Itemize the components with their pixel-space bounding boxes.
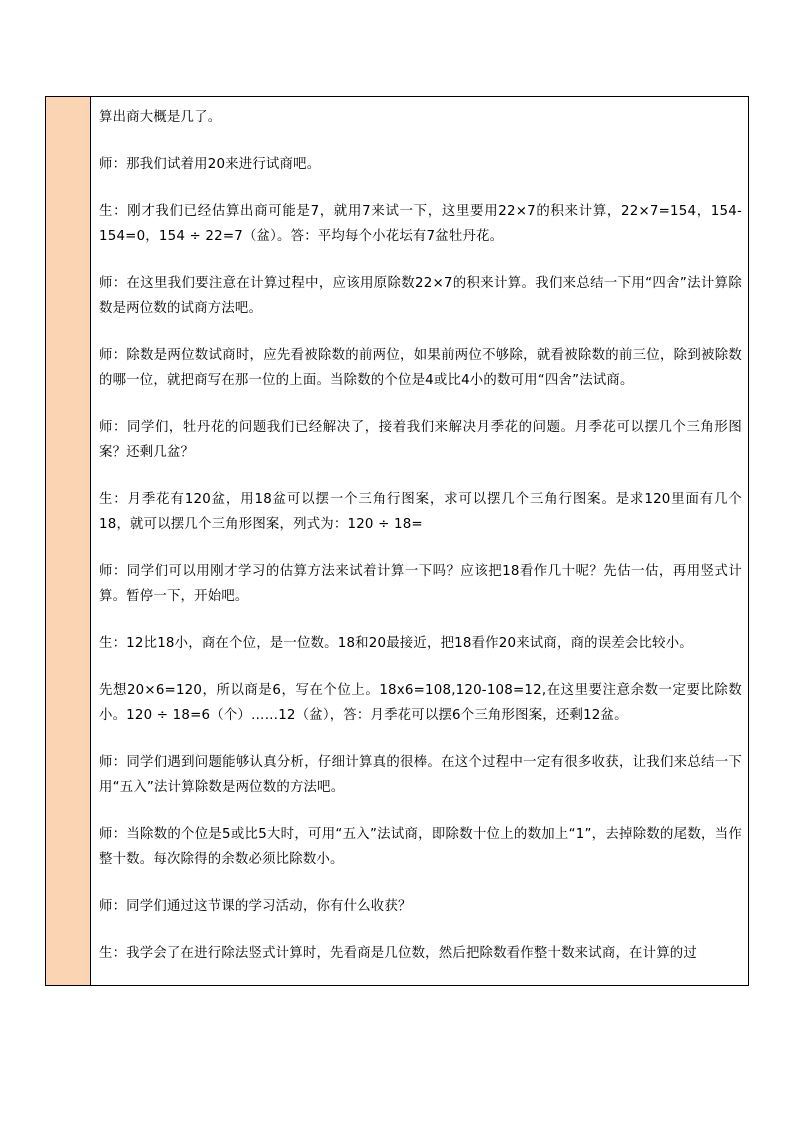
side-column (46, 97, 91, 985)
paragraph: 师：那我们试着用20来进行试商吧。 (99, 157, 321, 172)
paragraph: 师：同学们可以用刚才学习的估算方法来试着计算一下吗？应该把18看作几十呢？先估一估，再用竖式计算。暂停一下，开始吧。 (99, 564, 742, 604)
paragraph: 师：当除数的个位是5或比5大时，可用“五入”法试商，即除数十位上的数加上“1”，去掉除数的尾数，当作整十数。每次除得的余数必须比除数小。 (99, 827, 742, 867)
paragraph: 生：月季花有120盆，用18盆可以摆一个三角行图案，求可以摆几个三角行图案。是求120里面有几个18，就可以摆几个三角形图案，列式为：120 ÷ 18= (99, 492, 742, 532)
paragraph: 生：12比18小，商在个位，是一位数。18和20最接近，把18看作20来试商，商的误差会比较小。 (99, 636, 693, 651)
paragraph: 生：刚才我们已经估算出商可能是7，就用7来试一下，这里要用22×7的积来计算，22×7=154，154-154=0，154 ÷ 22=7（盆）。答：平均每个小花坛有7盆牡丹花。 (99, 204, 742, 244)
paragraph: 师：同学们遇到问题能够认真分析，仔细计算真的很棒。在这个过程中一定有很多收获，让我们来总结一下用“五入”法计算除数是两位数的方法吧。 (99, 755, 742, 795)
paragraph: 生：我学会了在进行除法竖式计算时，先看商是几位数，然后把除数看作整十数来试商，在计算的过 (99, 946, 697, 961)
paragraph: 师：除数是两位数试商时，应先看被除数的前两位，如果前两位不够除，就看被除数的前三位，除到被除数的哪一位，就把商写在那一位的上面。当除数的个位是4或比4小的数可用“四舍”法试商。 (99, 348, 742, 388)
paragraph: 师：在这里我们要注意在计算过程中，应该用原除数22×7的积来计算。我们来总结一下用“四舍”法计算除数是两位数的试商方法吧。 (99, 276, 742, 316)
paragraph: 算出商大概是几了。 (99, 110, 222, 125)
paragraph: 先想20×6=120，所以商是6，写在个位上。18x6=108,120-108=12,在这里要注意余数一定要比除数小。120 ÷ 18=6（个）……12（盆），答：月季花可以摆6个三角形图案，还剩12盆。 (99, 683, 742, 723)
lesson-table (45, 96, 749, 986)
paragraph: 师：同学们通过这节课的学习活动，你有什么收获？ (99, 899, 412, 914)
content-cell (91, 97, 748, 985)
paragraph: 师：同学们，牡丹花的问题我们已经解决了，接着我们来解决月季花的问题。月季花可以摆几个三角形图案？还剩几盆？ (99, 420, 742, 460)
